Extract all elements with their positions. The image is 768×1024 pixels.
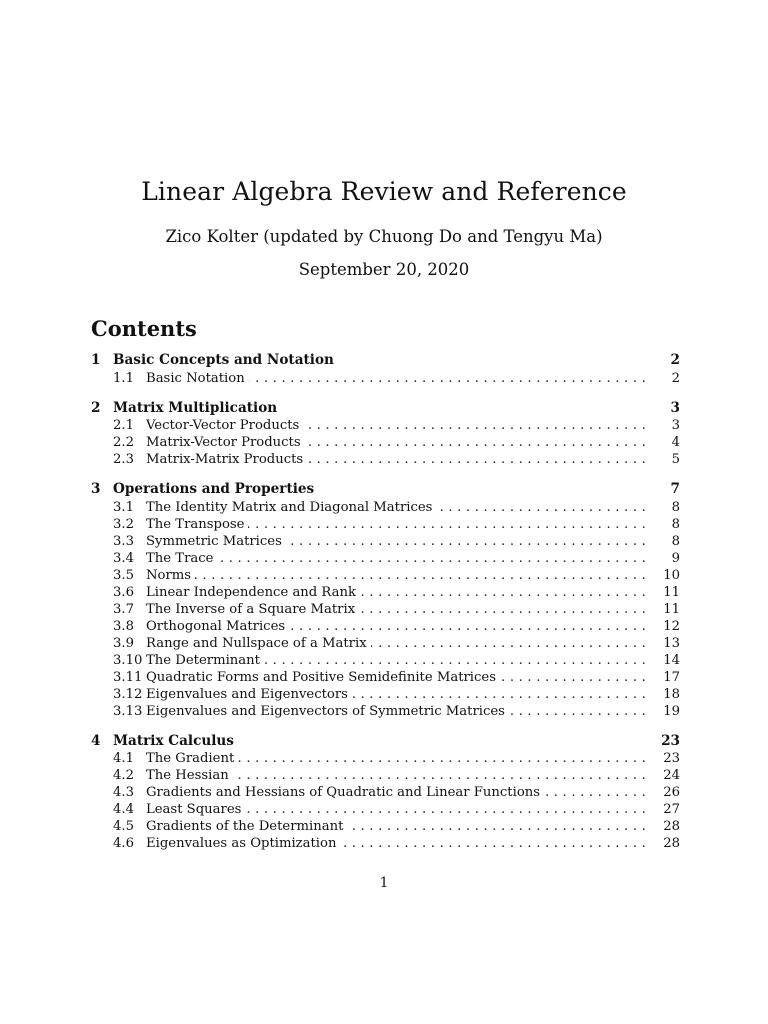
subsection-title: The Determinant . . . <box>146 652 650 669</box>
subsection-page: 5 <box>671 452 680 467</box>
subsection-title: Norms . . . <box>146 567 650 584</box>
subsection-title: Symmetric Matrices . . . <box>146 533 650 550</box>
subsection-page: 14 <box>663 652 680 668</box>
section-number: 2 <box>91 399 101 416</box>
page-number: 1 <box>379 875 389 891</box>
subsection-page: 17 <box>663 669 680 685</box>
subsection-title: Eigenvalues as Optimization . . . <box>146 835 650 852</box>
subsection-title: Eigenvalues and Eigenvectors . . . <box>146 686 650 703</box>
toc-section-entry[interactable] <box>91 400 680 418</box>
subsection-title: Eigenvalues and Eigenvectors of Symmetric Matrices . . . <box>146 703 650 720</box>
subsection-number: 4.3 <box>113 785 134 800</box>
author-line: Zico Kolter (updated by Chuong Do and Tengyu Ma) <box>165 227 603 246</box>
section-page: 3 <box>670 399 680 416</box>
contents-heading: Contents <box>91 316 197 341</box>
toc-subsection-entry[interactable] <box>91 818 680 835</box>
toc-subsection-entry[interactable] <box>91 516 680 533</box>
subsection-number: 3.11 <box>113 669 143 685</box>
subsection-number: 4.6 <box>113 836 134 851</box>
subsection-title: Vector-Vector Products . . . <box>146 417 650 434</box>
subsection-page: 13 <box>663 635 680 651</box>
toc-section <box>91 481 680 720</box>
subsection-number: 3.7 <box>113 601 134 617</box>
toc-subsection-entry[interactable] <box>91 417 680 434</box>
toc-subsection-entry[interactable] <box>91 550 680 567</box>
section-number: 1 <box>91 352 101 368</box>
subsection-number: 2.1 <box>113 418 134 433</box>
subsection-page: 4 <box>671 435 680 450</box>
subsection-number: 3.3 <box>113 533 134 549</box>
toc-section <box>91 352 680 387</box>
toc-subsection-entry[interactable] <box>91 750 680 767</box>
subsection-title: The Identity Matrix and Diagonal Matrices . . . <box>146 499 650 516</box>
subsection-number: 1.1 <box>113 370 134 386</box>
subsection-number: 4.2 <box>113 768 134 783</box>
toc-subsection-entry[interactable] <box>91 669 680 686</box>
subsection-title: The Gradient . . . <box>146 750 650 767</box>
toc-subsection-entry[interactable] <box>91 767 680 784</box>
section-page: 23 <box>661 732 680 749</box>
toc-section <box>91 733 680 853</box>
subsection-page: 11 <box>663 601 680 617</box>
subsection-title: Quadratic Forms and Positive Semidefinite Matrices . . . <box>146 669 650 686</box>
toc-subsection-entry[interactable] <box>91 835 680 852</box>
section-number: 4 <box>91 732 101 749</box>
toc-subsection-entry[interactable] <box>91 618 680 635</box>
toc-subsection-entry[interactable] <box>91 584 680 601</box>
subsection-page: 26 <box>663 785 680 800</box>
subsection-number: 3.2 <box>113 516 134 532</box>
subsection-title: Range and Nullspace of a Matrix . . . <box>146 635 650 652</box>
subsection-page: 28 <box>663 819 680 834</box>
subsection-number: 4.1 <box>113 751 134 766</box>
table-of-contents <box>91 352 680 865</box>
subsection-number: 3.10 <box>113 652 143 668</box>
section-number: 3 <box>91 481 101 497</box>
subsection-title: Orthogonal Matrices . . . <box>146 618 650 635</box>
subsection-page: 9 <box>671 550 680 566</box>
section-page: 2 <box>670 352 680 368</box>
toc-subsection-entry[interactable] <box>91 784 680 801</box>
subsection-title: Gradients of the Determinant . . . <box>146 818 650 835</box>
subsection-number: 4.5 <box>113 819 134 834</box>
subsection-page: 11 <box>663 584 680 600</box>
subsection-title: The Transpose . . . <box>146 516 650 533</box>
toc-subsection-entry[interactable] <box>91 499 680 516</box>
subsection-page: 2 <box>671 370 680 386</box>
subsection-page: 24 <box>663 768 680 783</box>
subsection-title: Least Squares . . . <box>146 801 650 818</box>
subsection-number: 3.4 <box>113 550 134 566</box>
section-page: 7 <box>670 481 680 497</box>
document-date: September 20, 2020 <box>298 260 470 279</box>
toc-subsection-entry[interactable] <box>91 434 680 451</box>
toc-subsection-entry[interactable] <box>91 635 680 652</box>
subsection-title: Linear Independence and Rank . . . <box>146 584 650 601</box>
toc-section-entry[interactable] <box>91 733 680 751</box>
subsection-number: 3.13 <box>113 703 143 719</box>
section-title: Matrix Calculus <box>113 733 650 750</box>
toc-subsection-entry[interactable] <box>91 703 680 720</box>
subsection-number: 4.4 <box>113 802 134 817</box>
subsection-page: 12 <box>663 618 680 634</box>
document-title: Linear Algebra Review and Reference <box>141 177 627 206</box>
subsection-title: The Hessian . . . <box>146 767 650 784</box>
subsection-title: Matrix-Matrix Products . . . <box>146 451 650 468</box>
subsection-page: 3 <box>671 418 680 433</box>
subsection-page: 28 <box>663 836 680 851</box>
section-title: Operations and Properties <box>113 481 650 498</box>
subsection-page: 23 <box>663 751 680 766</box>
toc-subsection-entry[interactable] <box>91 601 680 618</box>
toc-subsection-entry[interactable] <box>91 533 680 550</box>
section-title: Basic Concepts and Notation <box>113 352 650 369</box>
toc-section <box>91 400 680 469</box>
toc-subsection-entry[interactable] <box>91 652 680 669</box>
subsection-page: 8 <box>671 499 680 515</box>
subsection-number: 3.1 <box>113 499 134 515</box>
subsection-page: 10 <box>663 567 680 583</box>
toc-subsection-entry[interactable] <box>91 451 680 468</box>
toc-subsection-entry[interactable] <box>91 801 680 818</box>
toc-subsection-entry[interactable] <box>91 686 680 703</box>
subsection-page: 19 <box>663 703 680 719</box>
subsection-title: The Inverse of a Square Matrix . . . <box>146 601 650 618</box>
subsection-page: 8 <box>671 516 680 532</box>
subsection-page: 8 <box>671 533 680 549</box>
subsection-page: 27 <box>663 802 680 817</box>
subsection-number: 3.6 <box>113 584 134 600</box>
subsection-title: Matrix-Vector Products . . . <box>146 434 650 451</box>
section-title: Matrix Multiplication <box>113 400 650 417</box>
subsection-number: 3.5 <box>113 567 134 583</box>
toc-section-entry[interactable] <box>91 352 680 370</box>
subsection-title: Basic Notation . . . <box>146 370 650 387</box>
subsection-title: Gradients and Hessians of Quadratic and Linear Functions . . . <box>146 784 650 801</box>
subsection-number: 2.2 <box>113 435 134 450</box>
subsection-number: 3.8 <box>113 618 134 634</box>
toc-subsection-entry[interactable] <box>91 567 680 584</box>
toc-section-entry[interactable] <box>91 481 680 499</box>
subsection-number: 3.12 <box>113 686 143 702</box>
subsection-title: The Trace . . . <box>146 550 650 567</box>
subsection-page: 18 <box>663 686 680 702</box>
toc-subsection-entry[interactable] <box>91 370 680 387</box>
subsection-number: 2.3 <box>113 452 134 467</box>
subsection-number: 3.9 <box>113 635 134 651</box>
